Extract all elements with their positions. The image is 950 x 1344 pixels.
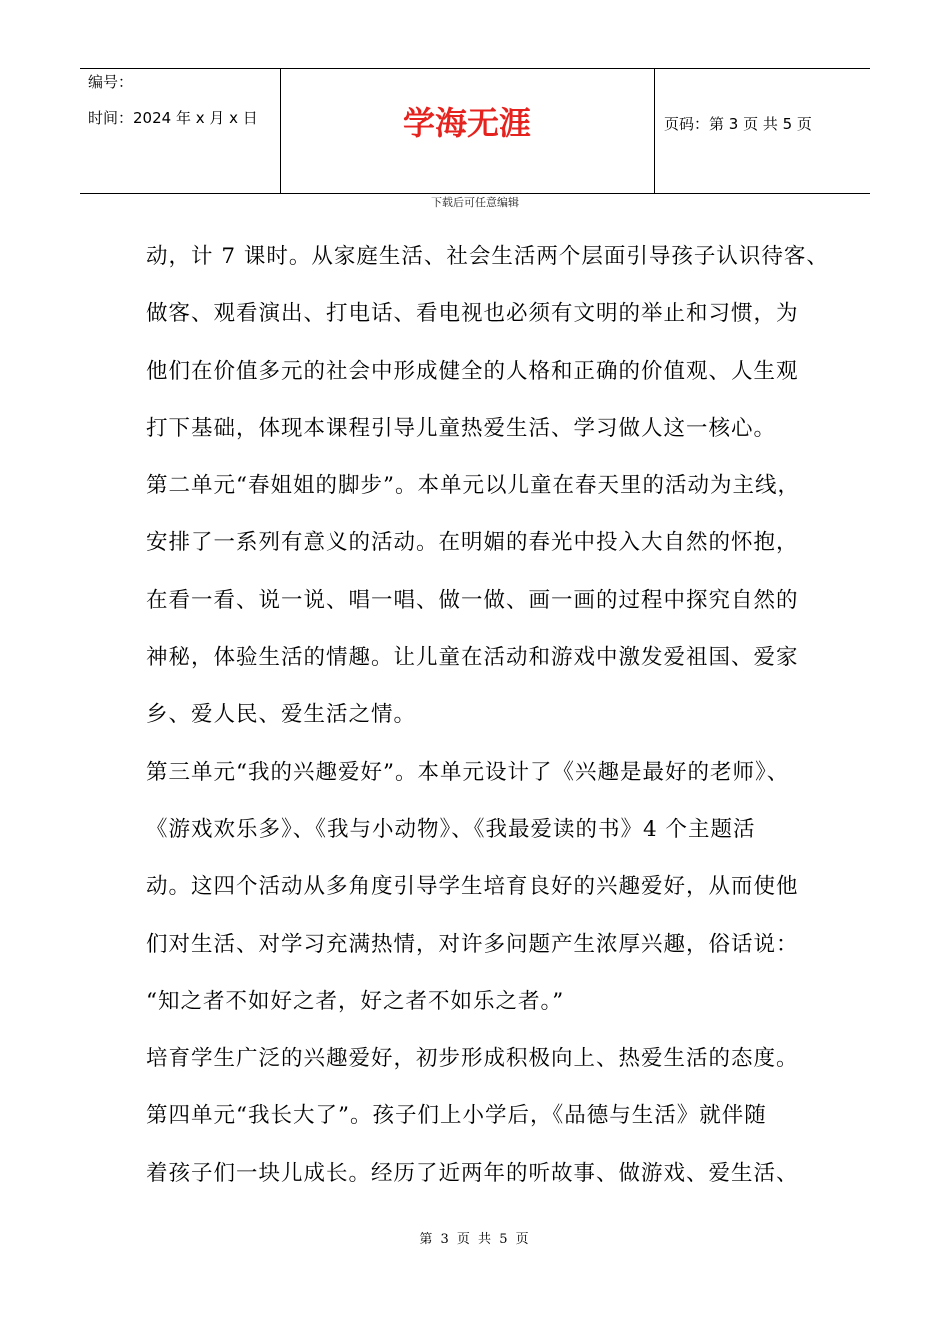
body-line: 培育学生广泛的兴趣爱好，初步形成积极向上、热爱生活的态度。 [146, 1046, 799, 1072]
body-line: “知之者不如好之者，好之者不如乐之者。” [146, 988, 565, 1014]
body-line: 第四单元“我长大了”。孩子们上小学后，《品德与生活》就伴随 [146, 1103, 767, 1129]
body-line: 他们在价值多元的社会中形成健全的人格和正确的价值观、人生观 [146, 358, 799, 384]
body-line: 着孩子们一块儿成长。经历了近两年的听故事、做游戏、爱生活、 [146, 1160, 799, 1186]
document-body [146, 236, 829, 1210]
edit-note: 下载后可任意编辑 [431, 196, 519, 209]
footer-page-number: 第 3 页 共 5 页 [419, 1232, 531, 1247]
body-line: 第二单元“春姐姐的脚步”。本单元以儿童在春天里的活动为主线， [146, 473, 800, 499]
body-line: 打下基础，体现本课程引导儿童热爱生活、学习做人这一核心。 [146, 415, 777, 441]
header-divider [654, 69, 655, 193]
serial-number-label: 编号： [88, 73, 134, 91]
page-number-label: 页码：第 3 页 共 5 页 [664, 115, 812, 133]
body-line: 安排了一系列有意义的活动。在明媚的春光中投入大自然的怀抱， [146, 530, 799, 556]
document-header [80, 68, 870, 194]
body-line: 乡、爱人民、爱生活之情。 [146, 702, 417, 728]
body-line: 做客、观看演出、打电话、看电视也必须有文明的举止和习惯，为 [146, 301, 799, 327]
body-line: 在看一看、说一说、唱一唱、做一做、画一画的过程中探究自然的 [146, 587, 799, 613]
body-line: 《游戏欢乐多》、《我与小动物》、《我最爱读的书》4 个主题活 [146, 816, 756, 842]
document-brand-title: 学海无涯 [402, 104, 531, 142]
body-line: 们对生活、对学习充满热情，对许多问题产生浓厚兴趣，俗话说： [146, 931, 799, 957]
date-label: 时间：2024 年 x 月 x 日 [88, 109, 258, 127]
body-line: 神秘，体验生活的情趣。让儿童在活动和游戏中激发爱祖国、爱家 [146, 645, 799, 671]
body-line: 动。这四个活动从多角度引导学生培育良好的兴趣爱好，从而使他 [146, 874, 799, 900]
body-line: 第三单元“我的兴趣爱好”。本单元设计了《兴趣是最好的老师》、 [146, 759, 790, 785]
body-line: 动，计 7 课时。从家庭生活、社会生活两个层面引导孩子认识待客、 [146, 244, 829, 269]
